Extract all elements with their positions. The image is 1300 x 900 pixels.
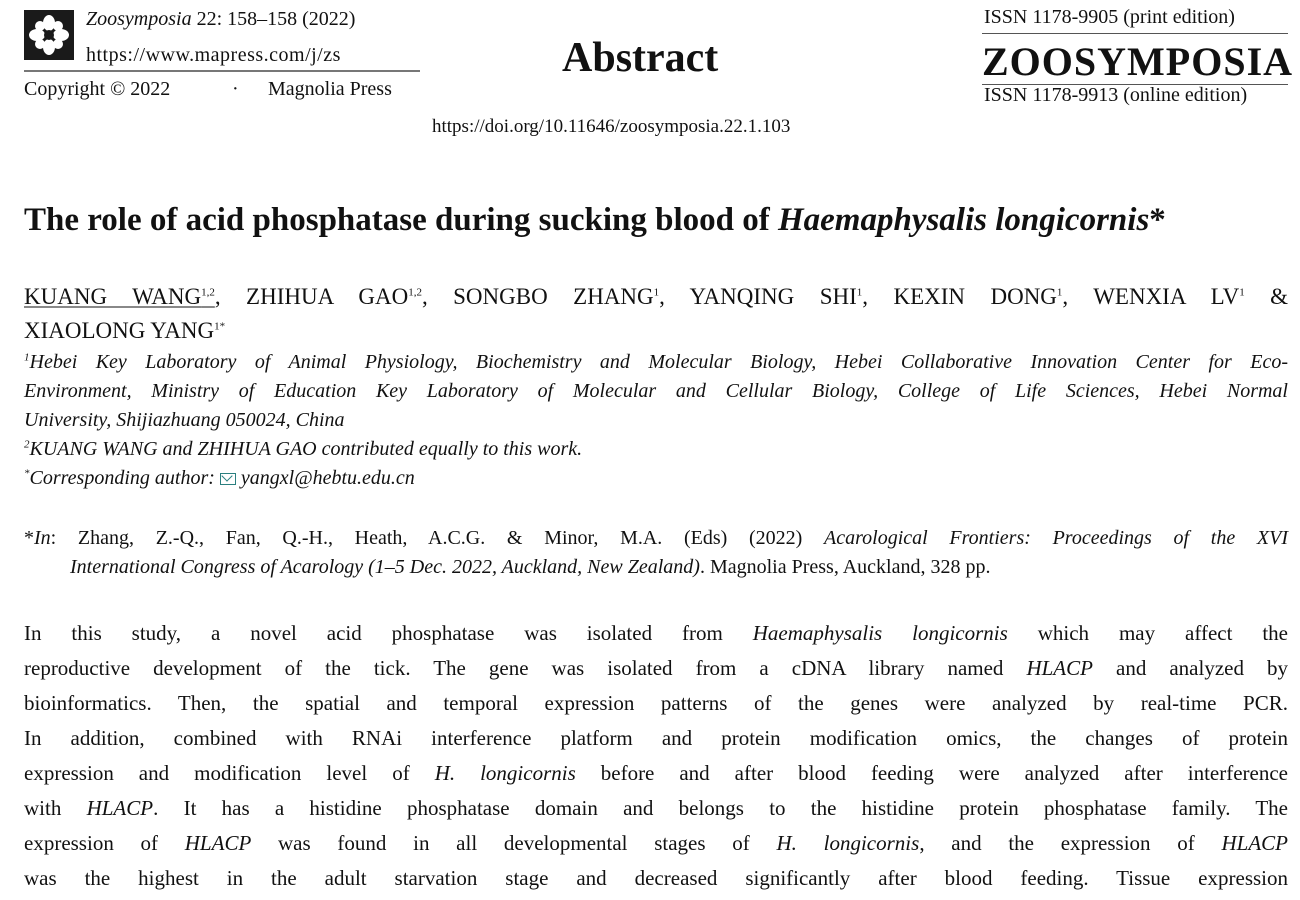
journal-url-link[interactable]: https://www.mapress.com/j/zs — [86, 44, 341, 66]
author-name[interactable]: XIAOLONG $YANG^{1*}$ — [24, 318, 226, 343]
journal-logo-icon — [24, 10, 74, 60]
separator-dot: · — [232, 78, 239, 100]
title-species: Haemaphysalis longicornis — [777, 202, 1150, 238]
article-title — [24, 202, 1166, 239]
body-line: with HLACP. It has a histidine phosphatase domain and belongs to the histidine protein phosphatase family. The — [24, 796, 1289, 820]
citation-line-2: International Congress of Acarology (1–5 Dec. 2022, Auckland, New Zealand). Magnolia Press, Auckland, 328 pp. — [70, 556, 991, 578]
proceedings-title: Acarological Frontiers: Proceedings of the XVI — [824, 527, 1288, 549]
body-line: expression and modification level of H. longicornis before and after blood feeding were analyzed after interference — [24, 761, 1288, 785]
body-line: In addition, combined with RNAi interference platform and protein modification omics, the changes of protein — [24, 726, 1288, 750]
body-line: In this study, a novel acid phosphatase was isolated from Haemaphysalis longicornis which may affect the — [24, 621, 1288, 645]
author-name[interactable]: KEXIN DONG$^1$ — [893, 284, 1063, 309]
congress-title: International Congress of Acarology (1–5 Dec. 2022, Auckland, New Zealand) — [70, 556, 700, 578]
affiliation-1-line-2: Environment, Ministry of Education Key Laboratory of Molecular and Cellular Biology, College of Life Sciences, Hebei Normal — [24, 380, 1288, 402]
author-name[interactable]: ZHIHUA GAO$^{1,2}$ — [246, 284, 422, 309]
title-text: The role of acid phosphatase during sucking blood of — [24, 202, 778, 238]
author-name[interactable]: SONGBO ZHANG$^1$ — [453, 284, 660, 309]
issn-online: ISSN 1178-9913 (online edition) — [984, 84, 1248, 106]
header-divider — [24, 70, 420, 72]
body-line: bioinformatics. Then, the spatial and temporal expression patterns of the genes were analyzed by real-time PCR. — [24, 691, 1288, 715]
author-name[interactable]: YANQING SHI$^1$ — [689, 284, 863, 309]
publisher-name: Magnolia Press — [268, 78, 392, 100]
journal-brand: ZOOSYMPOSIA — [982, 39, 1294, 84]
issn-divider — [982, 33, 1288, 34]
title-footnote-mark: * — [1149, 202, 1166, 238]
author-list-line-1: KUANG WANG$^{1,2}$, ZHIHUA GAO$^{1,2}$, SONGBO ZHANG$^1$, YANQING SHI$^1$, KEXIN DONG$^1$, WENXIA $LV^1$ & — [24, 284, 1289, 309]
body-line: reproductive development of the tick. The gene was isolated from a cDNA library named HLACP and analyzed by — [24, 656, 1288, 680]
corresponding-label: Corresponding author: — [29, 467, 220, 489]
corresponding-author: *Corresponding author: yangxl@hebtu.edu.cn — [24, 467, 415, 489]
copyright-text: Copyright © 2022 — [24, 78, 171, 100]
affiliation-1-line-1: $^1$Hebei Key Laboratory of Animal Physiology, Biochemistry and Molecular Biology, Hebei Collaborative Innovation Center for Eco- — [24, 351, 1288, 373]
journal-name: Zoosymposia — [86, 8, 192, 30]
doi-link[interactable]: https://doi.org/10.11646/zoosymposia.22.1.103 — [432, 116, 791, 137]
body-line: expression of HLACP was found in all developmental stages of H. longicornis, and the expression of HLACP — [24, 831, 1288, 855]
issn-print: ISSN 1178-9905 (print edition) — [984, 6, 1235, 28]
affiliation-2: $^2$KUANG WANG and ZHIHUA GAO contributed equally to this work. — [24, 438, 583, 460]
volume-pages: 22: 158–158 (2022) — [191, 8, 356, 30]
envelope-icon — [220, 473, 236, 485]
author-name[interactable]: WENXIA $LV^1$ — [1093, 284, 1245, 309]
body-line: was the highest in the adult starvation stage and decreased significantly after blood feeding. Tissue expression — [24, 866, 1288, 890]
author-list-line-2 — [24, 318, 225, 344]
journal-citation — [86, 8, 355, 31]
section-title: Abstract — [562, 35, 719, 81]
flower-logo-icon — [28, 14, 70, 56]
citation-in-label: In — [34, 527, 51, 549]
citation-line-1: *In: Zhang, Z.-Q., Fan, Q.-H., Heath, A.C.G. & Minor, M.A. (Eds) (2022) Acarological Frontiers: Proceedings of the XVI — [24, 527, 1288, 549]
corresponding-email-link[interactable]: yangxl@hebtu.edu.cn — [240, 467, 415, 489]
affiliation-1-line-3: University, Shijiazhuang 050024, China — [24, 409, 345, 431]
author-name[interactable]: KUANG WANG$^{1,2}$ — [24, 284, 215, 309]
